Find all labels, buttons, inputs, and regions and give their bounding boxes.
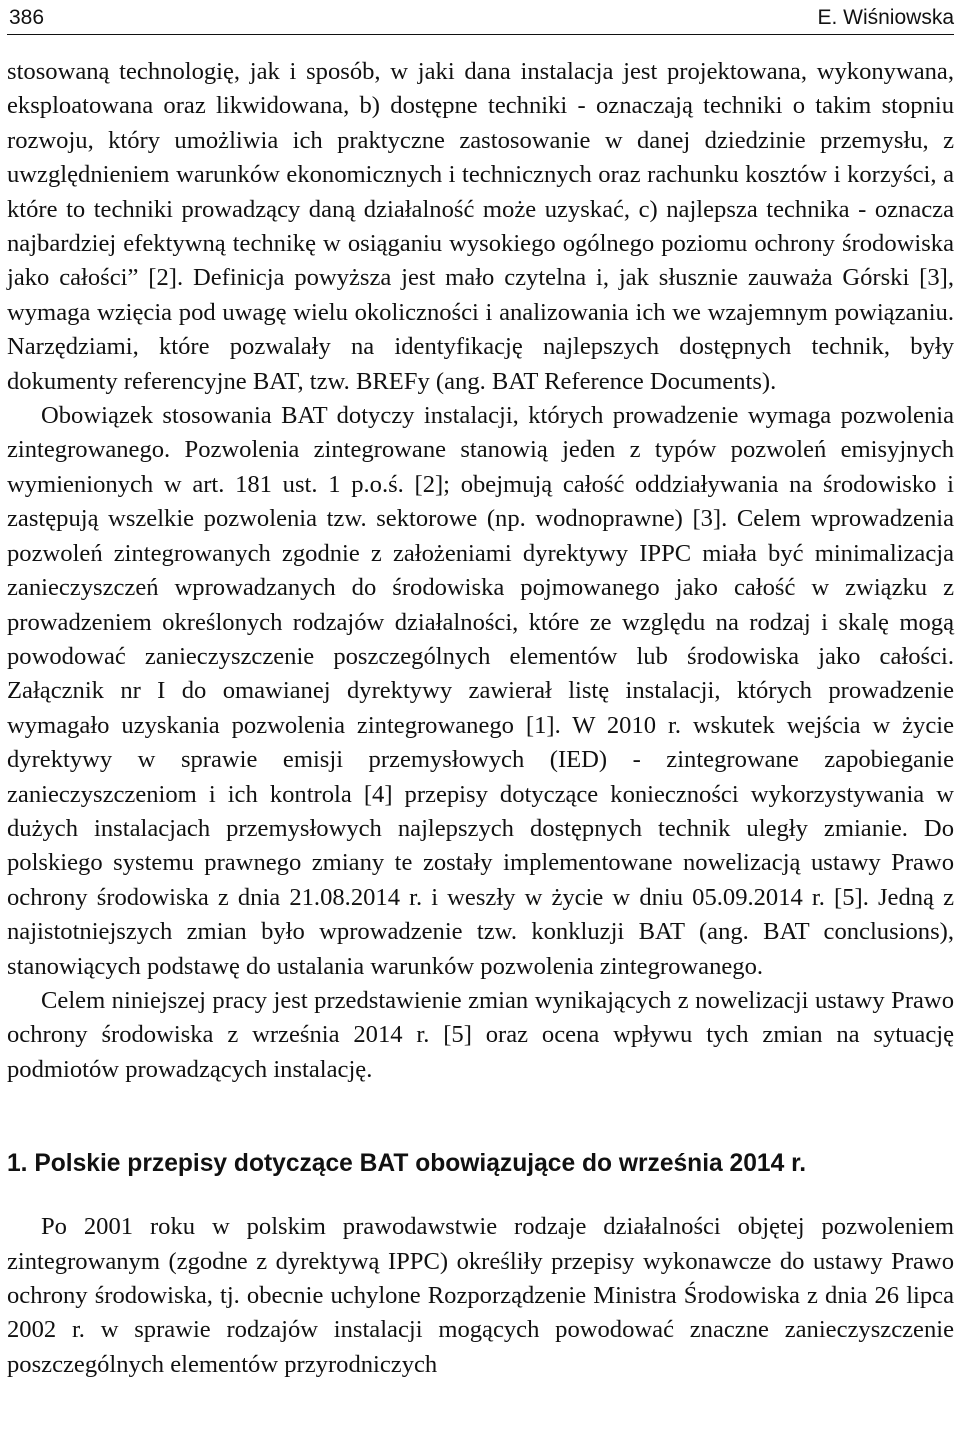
running-author: E. Wiśniowska (817, 6, 954, 29)
body-text (7, 55, 954, 1382)
paragraph: Obowiązek stosowania BAT dotyczy instalacji, których prowadzenie wymaga pozwolenia zintegrowanego. Pozwolenia zintegrowane stanowią jeden z typów pozwoleń emisyjnych wymienionych w art. 181 ust. 1 p.o.ś. [2]; obejmują całość oddziaływania na środowisko i zastępują wszelkie pozwolenia tzw. sektorowe (np. wodnoprawne) [3]. Celem wprowadzenia pozwoleń zintegrowanych zgodnie z założeniami dyrektywy IPPC miała być minimalizacja zanieczyszczeń wprowadzanych do środowiska pojmowanego jako całość w związku z prowadzeniem określonych rodzajów działalności, które ze względu na rodzaj i skalę mogą powodować zanieczyszczenie poszczególnych elementów lub środowiska jako całości. Załącznik nr I do omawianej dyrektywy zawierał listę instalacji, których prowadzenie wymagało uzyskania pozwolenia zintegrowanego [1]. W 2010 r. wskutek wejścia w życie dyrektywy w sprawie emisji przemysłowych (IED) - zintegrowane zapobieganie zanieczyszczeniom i ich kontrola [4] przepisy dotyczące konieczności wykorzystywania w dużych instalacjach przemysłowych najlepszych dostępnych technik uległy zmianie. Do polskiego systemu prawnego zmiany te zostały implementowane nowelizacją ustawy Prawo ochrony środowiska z dnia 21.08.2014 r. i weszły w życie w dniu 05.09.2014 r. [5]. Jedną z najistotniejszych zmian było wprowadzenie tzw. konkluzji BAT (ang. BAT conclusions), stanowiących podstawę do ustalania warunków pozwolenia zintegrowanego. (7, 402, 954, 980)
section-paragraph: Po 2001 roku w polskim prawodawstwie rodzaje działalności objętej pozwoleniem zintegrowanym (zgodne z dyrektywą IPPC) określiły przepisy wykonawcze do ustawy Prawo ochrony środowiska, tj. obecnie uchylone Rozporządzenie Ministra Środowiska z dnia 26 lipca 2002 r. w sprawie rodzajów instalacji mogących powodować znaczne zanieczyszczenie poszczególnych elementów przyrodniczych (7, 1213, 954, 1378)
running-header (7, 0, 954, 35)
paragraph: Celem niniejszej pracy jest przedstawienie zmian wynikających z nowelizacji ustawy Prawo ochrony środowiska z września 2014 r. [5] oraz ocena wpływu tych zmian na sytuację podmiotów prowadzących instalację. (7, 986, 954, 1083)
paragraph-continued: stosowaną technologię, jak i sposób, w jaki dana instalacja jest projektowana, wykonywana, eksploatowana oraz likwidowana, b) dostępne techniki - oznaczają techniki o takim stopniu rozwoju, który umożliwia ich praktyczne zastosowanie w danej dziedzinie przemysłu, z uwzględnieniem warunków ekonomicznych i technicznych oraz rachunku kosztów i korzyści, a które to techniki prowadzący daną działalność może uzyskać, c) najlepsza technika - oznacza najbardziej efektywną technikę w osiąganiu wysokiego ogólnego poziomu ochrony środowiska jako całości” [2]. Definicja powyższa jest mało czytelna i, jak słusznie zauważa Górski [3], wymaga wzięcia pod uwagę wielu okoliczności i analizowania ich we wzajemnym powiązaniu. Narzędziami, które pozwalały na identyfikację najlepszych dostępnych technik, były dokumenty referencyjne BAT, tzw. BREFy (ang. BAT Reference Documents). (7, 58, 954, 395)
page-number: 386 (9, 6, 45, 29)
section-heading: 1. Polskie przepisy dotyczące BAT obowiązujące do września 2014 r. (7, 1150, 807, 1178)
document-page (7, 0, 954, 1382)
